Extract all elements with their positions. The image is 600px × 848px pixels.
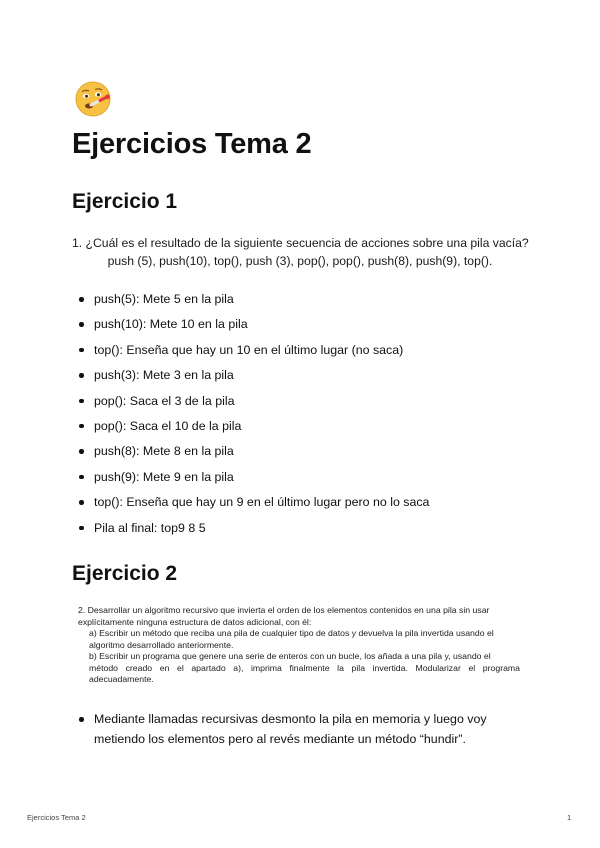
list-item: push(3): Mete 3 en la pila	[72, 365, 429, 390]
exercise2-answer-list	[72, 709, 494, 749]
list-item: push(10): Mete 10 en la pila	[72, 314, 429, 339]
exercise1-question-image	[72, 234, 528, 270]
list-item: push(5): Mete 5 en la pila	[72, 289, 429, 314]
list-item: push(8): Mete 8 en la pila	[72, 441, 429, 466]
question-line: push (5), push(10), top(), push (3), pop(), pop(), push(8), push(9), top().	[107, 254, 493, 268]
statement-line: explícitamente ninguna estructura de datos adicional, con él:	[78, 616, 312, 627]
footer-title: Ejercicios Tema 2	[27, 813, 86, 822]
statement-line: algoritmo desarrollado anteriormente.	[89, 639, 234, 650]
list-item: push(9): Mete 9 en la pila	[72, 467, 429, 492]
statement-line: método creado en el apartado a), imprima finalmente la pila invertida. Modularizar el programa	[89, 662, 520, 673]
exercise2-heading: Ejercicio 2	[72, 562, 178, 585]
list-item: Pila al final: top9 8 5	[72, 518, 429, 543]
statement-line: 2. Desarrollar un algoritmo recursivo que invierta el orden de los elementos contenidos en una pila sin usar	[78, 605, 490, 615]
exercise1-answer-list	[72, 289, 429, 543]
page-title: Ejercicios Tema 2	[72, 128, 312, 160]
exercise1-heading: Ejercicio 1	[72, 190, 178, 213]
exercise2-statement-image	[78, 605, 520, 686]
list-item: Mediante llamadas recursivas desmonto la pila en memoria y luego voy metiendo los elementos pero al revés mediante un método “hundir”.	[72, 709, 494, 749]
statement-line: a) Escribir un método que reciba una pila de cualquier tipo de datos y devuelva la pila invertida usando el	[89, 628, 494, 638]
list-item: top(): Enseña que hay un 9 en el último lugar pero no lo saca	[72, 492, 429, 517]
list-item: top(): Enseña que hay un 10 en el último lugar (no saca)	[72, 340, 429, 365]
face-with-thermometer-icon	[74, 80, 112, 118]
page-number: 1	[567, 813, 572, 822]
statement-line: adecuadamente.	[89, 674, 154, 684]
statement-line: b) Escribir un programa que genere una serie de enteros con un bucle, los añada a una pila y, usando el	[89, 651, 491, 661]
list-item: pop(): Saca el 10 de la pila	[72, 416, 429, 441]
question-line: 1. ¿Cuál es el resultado de la siguiente secuencia de acciones sobre una pila vacía?	[72, 236, 529, 250]
list-item: pop(): Saca el 3 de la pila	[72, 391, 429, 416]
